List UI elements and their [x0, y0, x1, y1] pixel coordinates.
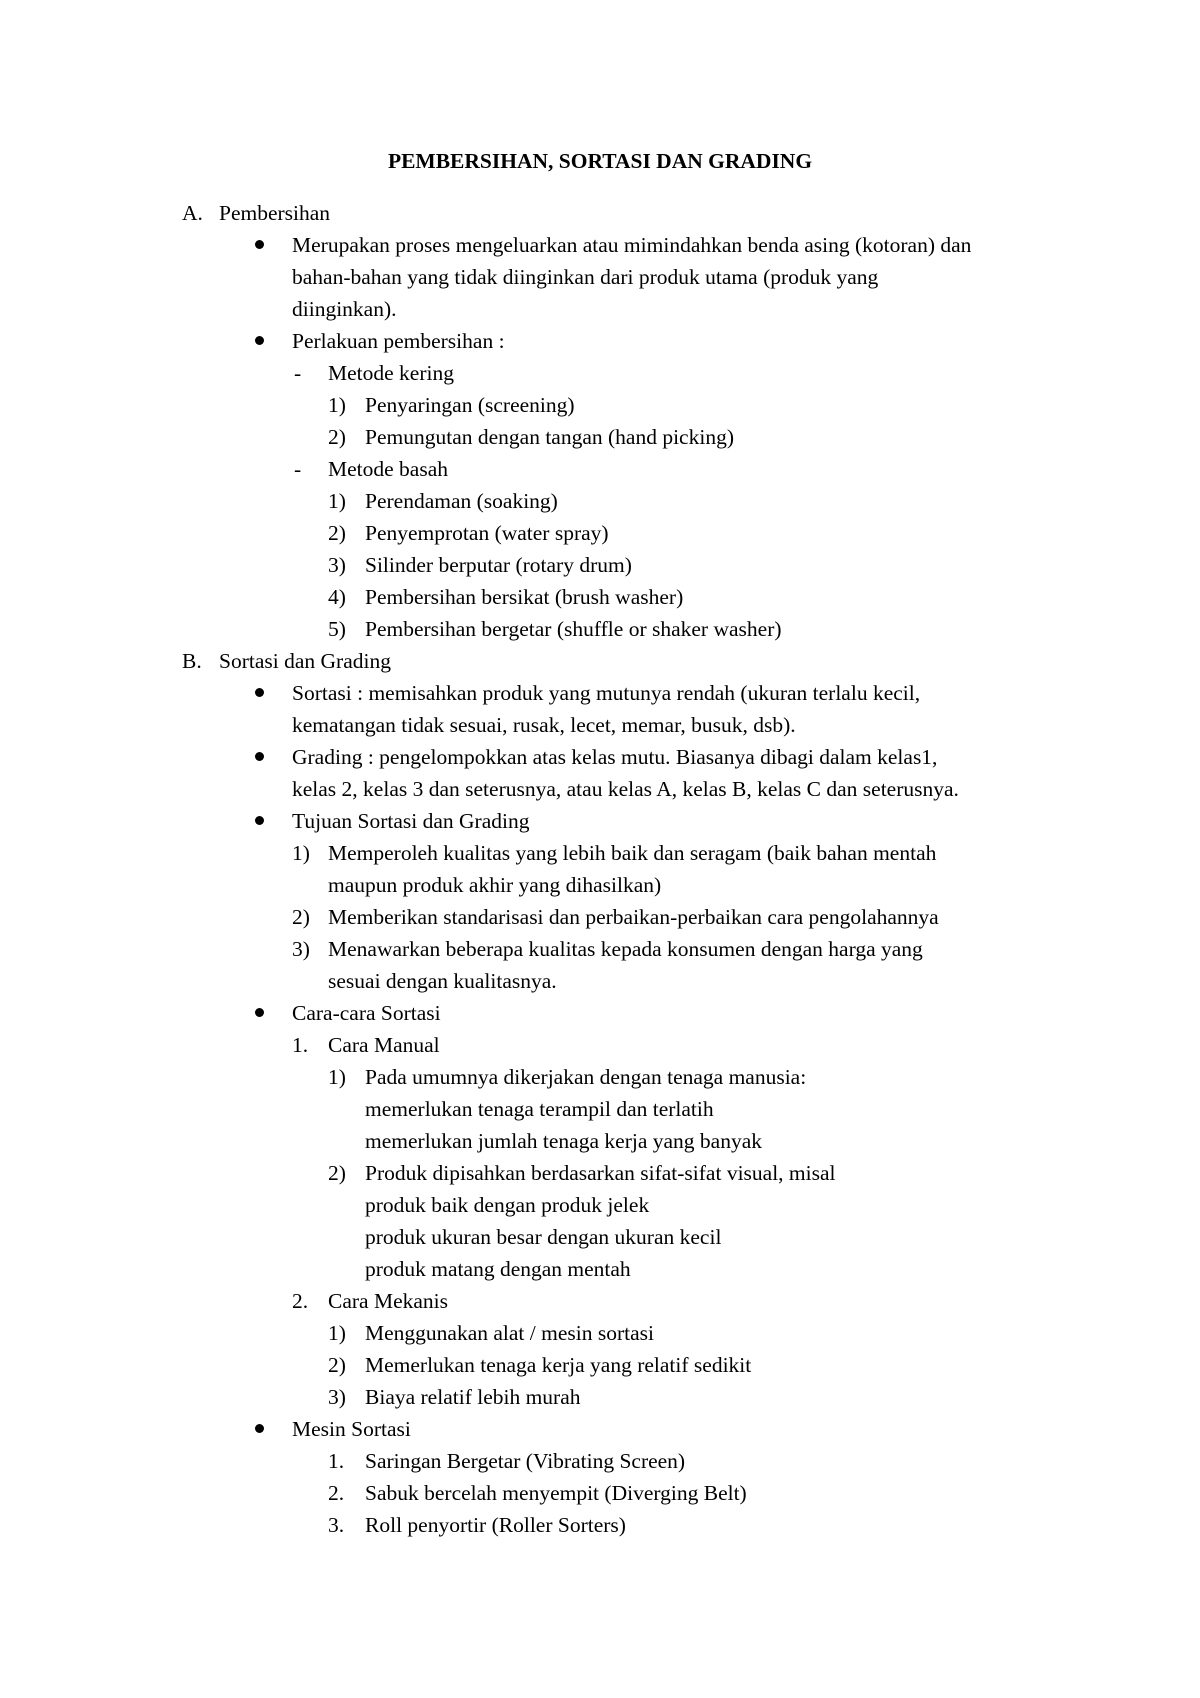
item-marker: 1): [328, 1321, 346, 1345]
paragraph-line: diinginkan).: [292, 297, 397, 321]
item-marker: 2): [328, 1161, 346, 1185]
method-label: Metode kering: [328, 361, 454, 385]
bullet-icon: [255, 336, 264, 345]
list-item: Pembersihan bergetar (shuffle or shaker washer): [365, 617, 782, 641]
bullet-icon: [255, 816, 264, 825]
list-item: produk baik dengan produk jelek: [365, 1193, 650, 1217]
list-item: Memperoleh kualitas yang lebih baik dan seragam (baik bahan mentah: [328, 841, 937, 865]
item-marker: 2): [292, 905, 310, 929]
item-marker: 2.: [328, 1481, 345, 1505]
item-marker: 3): [292, 937, 310, 961]
list-item: produk matang dengan mentah: [365, 1257, 631, 1281]
list-item: Produk dipisahkan berdasarkan sifat-sifat visual, misal: [365, 1161, 836, 1185]
section-b-marker: B.: [182, 649, 202, 673]
item-marker: 1): [328, 1065, 346, 1089]
section-a-marker: A.: [182, 201, 203, 225]
list-item: Penyaringan (screening): [365, 393, 575, 417]
dash-marker: -: [294, 457, 302, 481]
list-item: Penyemprotan (water spray): [365, 521, 609, 545]
list-item: memerlukan jumlah tenaga kerja yang banyak: [365, 1129, 762, 1153]
item-marker: 1): [328, 393, 346, 417]
bullet-icon: [255, 752, 264, 761]
section-b-heading: Sortasi dan Grading: [219, 649, 391, 673]
list-item: Roll penyortir (Roller Sorters): [365, 1513, 626, 1537]
item-marker: 1.: [328, 1449, 345, 1473]
item-marker: 1): [292, 841, 310, 865]
method-label: Metode basah: [328, 457, 449, 481]
list-item: Perendaman (soaking): [365, 489, 558, 513]
section-a-heading: Pembersihan: [219, 201, 331, 225]
list-item: Pembersihan bersikat (brush washer): [365, 585, 684, 609]
list-item: Menawarkan beberapa kualitas kepada konsumen dengan harga yang: [328, 937, 923, 961]
subheading: Mesin Sortasi: [292, 1417, 411, 1441]
subheading: Cara-cara Sortasi: [292, 1001, 441, 1025]
list-item: memerlukan tenaga terampil dan terlatih: [365, 1097, 714, 1121]
item-marker: 2): [328, 425, 346, 449]
list-item: Silinder berputar (rotary drum): [365, 553, 632, 577]
item-marker: 2): [328, 521, 346, 545]
list-item: Pada umumnya dikerjakan dengan tenaga manusia:: [365, 1065, 807, 1089]
paragraph-line: kelas 2, kelas 3 dan seterusnya, atau kelas A, kelas B, kelas C dan seterusnya.: [292, 777, 959, 801]
list-item: Memberikan standarisasi dan perbaikan-perbaikan cara pengolahannya: [328, 905, 939, 929]
bullet-icon: [255, 1424, 264, 1433]
item-marker: 1.: [292, 1033, 309, 1057]
bullet-icon: [255, 240, 264, 249]
item-marker: 3.: [328, 1513, 345, 1537]
list-item: Pemungutan dengan tangan (hand picking): [365, 425, 734, 449]
item-marker: 4): [328, 585, 346, 609]
list-item: Sabuk bercelah menyempit (Diverging Belt): [365, 1481, 747, 1505]
paragraph-line: Sortasi : memisahkan produk yang mutunya rendah (ukuran terlalu kecil,: [292, 681, 921, 705]
item-marker: 3): [328, 553, 346, 577]
bullet-icon: [255, 688, 264, 697]
list-item: Memerlukan tenaga kerja yang relatif sedikit: [365, 1353, 752, 1377]
dash-marker: -: [294, 361, 302, 385]
list-item: Menggunakan alat / mesin sortasi: [365, 1321, 654, 1345]
item-marker: 2.: [292, 1289, 309, 1313]
list-item: sesuai dengan kualitasnya.: [328, 969, 557, 993]
item-marker: 3): [328, 1385, 346, 1409]
item-marker: 2): [328, 1353, 346, 1377]
list-item: produk ukuran besar dengan ukuran kecil: [365, 1225, 722, 1249]
method-label: Cara Manual: [328, 1033, 440, 1057]
paragraph-line: bahan-bahan yang tidak diinginkan dari produk utama (produk yang: [292, 265, 879, 289]
paragraph-line: kematangan tidak sesuai, rusak, lecet, memar, busuk, dsb).: [292, 713, 796, 737]
page-title: PEMBERSIHAN, SORTASI DAN GRADING: [387, 149, 813, 173]
list-item: Biaya relatif lebih murah: [365, 1385, 581, 1409]
bullet-icon: [255, 1008, 264, 1017]
item-marker: 1): [328, 489, 346, 513]
paragraph-line: Perlakuan pembersihan :: [292, 329, 505, 353]
method-label: Cara Mekanis: [328, 1289, 449, 1313]
list-item: Saringan Bergetar (Vibrating Screen): [365, 1449, 686, 1473]
list-item: maupun produk akhir yang dihasilkan): [328, 873, 662, 897]
subheading: Tujuan Sortasi dan Grading: [292, 809, 530, 833]
paragraph-line: Merupakan proses mengeluarkan atau mimindahkan benda asing (kotoran) dan: [292, 233, 972, 257]
item-marker: 5): [328, 617, 346, 641]
paragraph-line: Grading : pengelompokkan atas kelas mutu. Biasanya dibagi dalam kelas1,: [292, 745, 938, 769]
